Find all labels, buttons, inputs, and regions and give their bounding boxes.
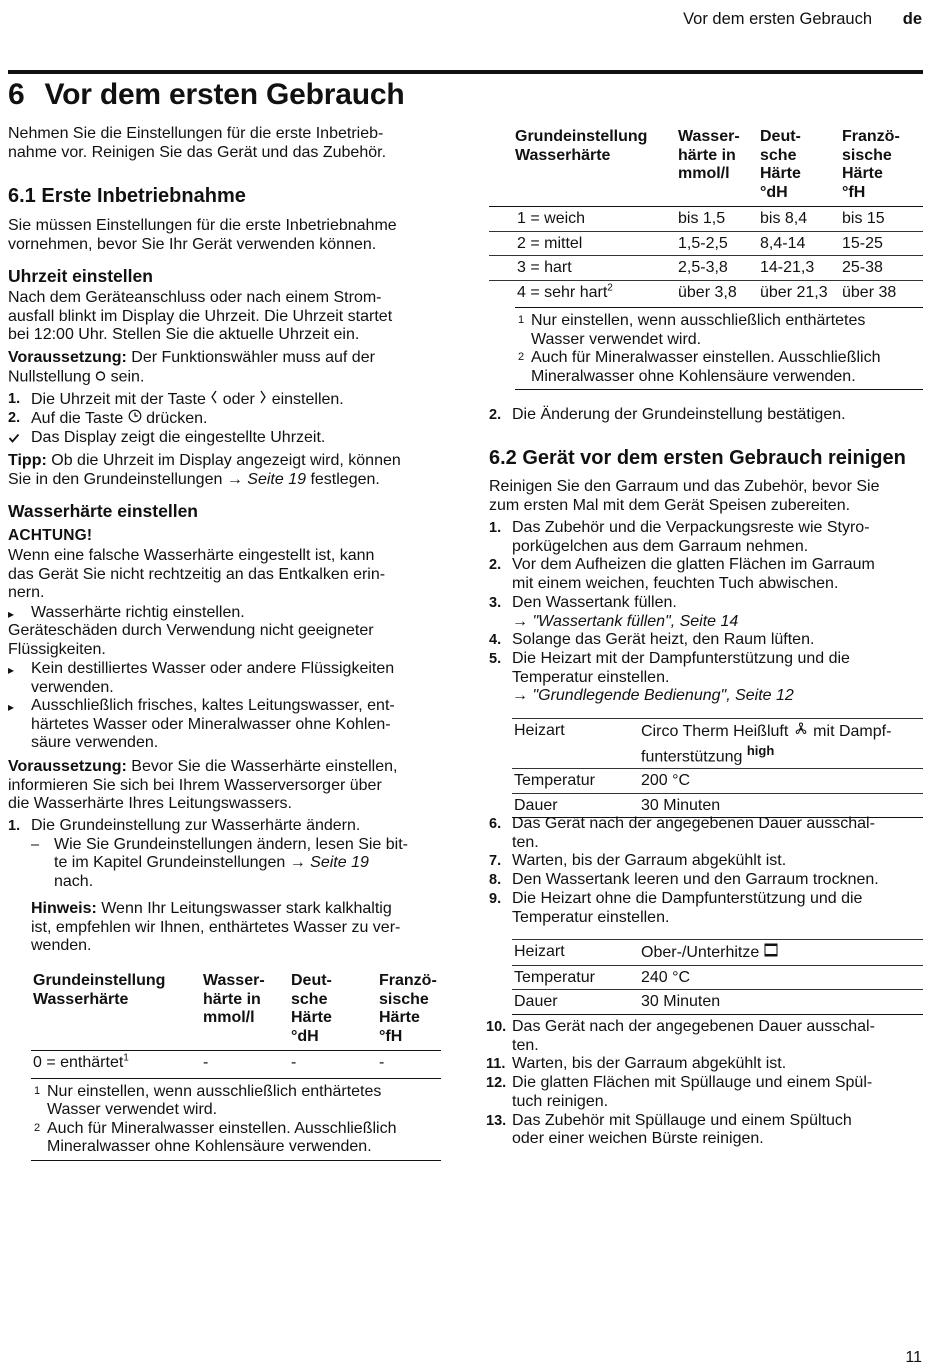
- intro-line: nahme vor. Reinigen Sie das Gerät und das Zubehör.: [8, 143, 387, 161]
- section-6-2-title: 6.2 Gerät vor dem ersten Gebrauch reinigen: [489, 447, 906, 469]
- warning-action-1: ▸ Wasserhärte richtig einstellen.: [8, 604, 442, 623]
- clock-icon: [128, 409, 142, 429]
- water-step-1: 1. Die Grundeinstellung zur Wasserhärte ändern. – Wie Sie Grundeinstellungen ändern, lesen Sie bit- te im Kapitel Grundeinstellungen → Seite 19 nach.: [8, 817, 408, 891]
- list-item: 11. Warten, bis der Garraum abgekühlt ist.: [486, 1055, 787, 1073]
- list-item: 5. Die Heizart mit der Dampfunterstützung und die Temperatur einstellen. → "Grundlegende Bedienung", Seite 12: [489, 649, 850, 705]
- list-item: 12. Die glatten Flächen mit Spüllauge und einem Spül- tuch reinigen.: [486, 1074, 873, 1110]
- settings-table-steam: [512, 718, 923, 818]
- table-header-row: [489, 128, 923, 207]
- list-item: 13. Das Zubehör mit Spüllauge und einem Spültuch oder einer weichen Bürste reinigen.: [486, 1111, 852, 1148]
- table-row: Heizart Ober-/Unterhitze: [512, 940, 923, 966]
- list-item: 7. Warten, bis der Garraum abgekühlt ist.: [489, 852, 787, 870]
- chapter-title-text: Vor dem ersten Gebrauch: [44, 78, 405, 111]
- table-row: Heizart Circo Therm Heißluft mit Dampf- funterstützung $^{high}$: [512, 719, 923, 769]
- table-footnotes: [31, 1079, 441, 1157]
- intro-line: Nehmen Sie die Einstellungen für die erste Inbetrieb-: [8, 125, 384, 142]
- language-code: de: [902, 10, 922, 28]
- header-rule: [8, 70, 923, 74]
- table-row: 1 = weich bis 1,5 bis 8,4 bis 15: [489, 207, 923, 232]
- warning-action-3: ▸ Ausschließlich frisches, kaltes Leitungswasser, ent- härtetes Wasser oder Mineralwasser ohne Kohlen- säure verwenden.: [8, 697, 395, 752]
- cleaning-steps-a: [489, 519, 923, 706]
- table-header-cell: Deut- sche Härte °dH: [289, 972, 377, 1051]
- page-number: 11: [905, 1349, 922, 1366]
- list-item: 3. Den Wassertank füllen. → "Wassertank füllen", Seite 14: [489, 593, 739, 630]
- circo-therm-fan-icon: [793, 722, 809, 742]
- table-bottom-rule: [515, 389, 923, 390]
- warning-text-2: Geräteschäden durch Verwendung nicht geeigneter Flüssigkeiten.: [8, 622, 374, 658]
- table-row: 4 = sehr hart$^2$ über 3,8 über 21,3 über 38: [517, 282, 897, 301]
- water-hardness-heading: Wasserhärte einstellen: [8, 501, 198, 521]
- top-bottom-heat-icon: [764, 943, 778, 963]
- list-item: 6. Das Gerät nach der angegebenen Dauer ausschal- ten.: [489, 815, 875, 851]
- chapter-title: [8, 78, 404, 112]
- checkmark-icon: [8, 431, 20, 450]
- page-reference-link[interactable]: "Wassertank füllen", Seite 14: [532, 612, 739, 630]
- off-position-icon: [95, 368, 106, 387]
- table-row: Temperatur 200 °C: [512, 769, 923, 794]
- footnote: 1 Nur einstellen, wenn ausschließlich enthärtetes Wasser verwendet wird.: [518, 312, 866, 348]
- section-6-1-text: Sie müssen Einstellungen für die erste Inbetriebnahme vornehmen, bevor Sie Ihr Gerät verwenden können.: [8, 217, 397, 253]
- chapter-number: 6: [8, 78, 25, 111]
- table-bottom-rule: [31, 1160, 441, 1161]
- table-row: Temperatur 240 °C: [512, 965, 923, 990]
- water-hardness-table-1: [31, 972, 441, 1161]
- clock-prerequisite: Voraussetzung: Der Funktionswähler muss auf der Nullstellung sein.: [8, 349, 375, 386]
- section-6-1-title: 6.1 Erste Inbetriebnahme: [8, 185, 246, 207]
- running-header-title: Vor dem ersten Gebrauch: [683, 10, 872, 28]
- table-header-cell: Deut- sche Härte °dH: [758, 128, 840, 207]
- arrow-right-icon: →: [512, 687, 533, 705]
- page-reference-link[interactable]: "Grundlegende Bedienung", Seite 12: [532, 687, 794, 705]
- list-item: 10. Das Gerät nach der angegebenen Dauer ausschal- ten.: [486, 1018, 875, 1054]
- table-header-row: [31, 972, 441, 1051]
- table-row: 2 = mittel 1,5-2,5 8,4-14 15-25: [489, 231, 923, 256]
- footnote: 2 Auch für Mineralwasser einstellen. Ausschließlich Mineralwasser ohne Kohlensäure verwenden.: [518, 349, 881, 385]
- table-row: 0 = enthärtet$^1$ - - -: [33, 1052, 385, 1071]
- clock-result: Das Display zeigt die eingestellte Uhrzeit.: [8, 429, 442, 448]
- caution-label: ACHTUNG!: [8, 527, 93, 544]
- list-item: 9. Die Heizart ohne die Dampfunterstützung und die Temperatur einstellen.: [489, 889, 863, 926]
- table-footnotes: [489, 308, 923, 386]
- section-6-2-text: Reinigen Sie den Garraum und das Zubehör, bevor Sie zum ersten Mal mit dem Gerät Speisen zubereiten.: [489, 478, 880, 514]
- cleaning-steps-d: [486, 1018, 923, 1149]
- table-row: Dauer 30 Minuten: [512, 793, 923, 818]
- action-triangle-icon: ▸: [8, 663, 15, 677]
- clock-step-1: 1. Die Uhrzeit mit der Taste oder einstellen.: [8, 391, 344, 409]
- water-step-2: 2. Die Änderung der Grundeinstellung bestätigen.: [489, 406, 846, 423]
- page-reference-link[interactable]: Seite 19: [310, 854, 369, 872]
- water-prerequisite: Voraussetzung: Bevor Sie die Wasserhärte einstellen, informieren Sie sich bei Ihrem Wasserversorger über die Wasserhärte Ihres Leitungswassers.: [8, 758, 398, 813]
- footnote: 2 Auch für Mineralwasser einstellen. Ausschließlich Mineralwasser ohne Kohlensäure verwenden.: [34, 1119, 397, 1155]
- table-header-cell: Wasser- härte in mmol/l: [201, 972, 289, 1051]
- arrow-right-icon: →: [512, 612, 533, 630]
- warning-text-1: Wenn eine falsche Wasserhärte eingestellt ist, kann das Gerät Sie nicht rechtzeitig an das Entkalken erin- nern.: [8, 547, 386, 602]
- list-item: 1. Das Zubehör und die Verpackungsreste wie Styro- porkügelchen aus dem Garraum nehmen.: [489, 519, 870, 555]
- clock-text: Nach dem Geräteanschluss oder nach einem Strom- ausfall blinkt im Display die Uhrzeit. Die Uhrzeit startet bei 12:00 Uhr. Stellen Sie die aktuelle Uhrzeit ein.: [8, 289, 393, 344]
- table-header-cell: Wasser- härte in mmol/l: [676, 128, 758, 207]
- cleaning-steps-c: [489, 815, 923, 927]
- table-header-cell: Grundeinstellung Wasserhärte: [31, 972, 201, 1051]
- warning-action-2: ▸ Kein destilliertes Wasser oder andere Flüssigkeiten verwenden.: [8, 660, 395, 696]
- clock-heading: Uhrzeit einstellen: [8, 266, 153, 286]
- list-item: 2. Vor dem Aufheizen die glatten Flächen im Garraum mit einem weichen, feuchten Tuch abwischen.: [489, 556, 875, 593]
- list-item: 4. Solange das Gerät heizt, den Raum lüften.: [489, 631, 815, 649]
- table-row: 3 = hart 2,5-3,8 14-21,3 25-38: [489, 256, 923, 281]
- table-row: Dauer 30 Minuten: [512, 990, 923, 1015]
- action-triangle-icon: ▸: [8, 607, 15, 621]
- settings-table-conventional: [512, 939, 923, 1015]
- table-header-cell: Franzö- sische Härte °fH: [840, 128, 923, 207]
- table-header-cell: Franzö- sische Härte °fH: [377, 972, 441, 1051]
- action-triangle-icon: ▸: [8, 700, 15, 714]
- list-item: 8. Den Wassertank leeren und den Garraum trocknen.: [489, 871, 879, 889]
- page-reference-link[interactable]: Seite 19: [247, 470, 306, 488]
- footnote: 1 Nur einstellen, wenn ausschließlich enthärtetes Wasser verwendet wird.: [34, 1082, 382, 1118]
- note: Hinweis: Wenn Ihr Leitungswasser stark kalkhaltig ist, empfehlen wir Ihnen, enthärtetes Wasser zu ver- wenden.: [31, 900, 401, 955]
- clock-step-2: 2. Auf die Taste drücken.: [8, 410, 208, 428]
- water-hardness-table-2: [489, 128, 923, 390]
- table-header-cell: Grundeinstellung Wasserhärte: [489, 128, 676, 207]
- tip: Tipp: Ob die Uhrzeit im Display angezeigt wird, können Sie in den Grundeinstellungen → Seite 19 festlegen.: [8, 452, 401, 488]
- arrow-right-icon: →: [226, 470, 248, 488]
- chapter-intro: [8, 125, 442, 162]
- arrow-right-icon: →: [289, 854, 311, 872]
